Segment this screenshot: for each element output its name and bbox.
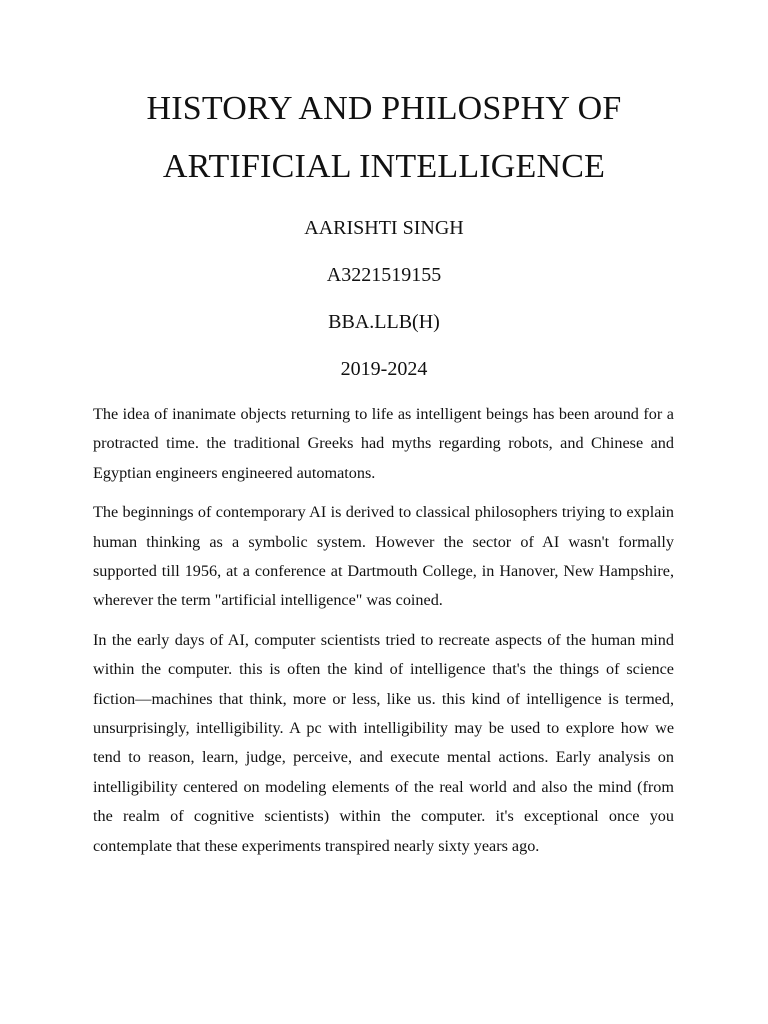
paragraph-3: In the early days of AI, computer scientists tried to recreate aspects of the human mind within the computer. this is often the kind of intelligence that's the things of science fiction—machines that think, more or less, like us. this kind of intelligence is termed, unsurprisingly, intelligibility. A pc with intelligibility may be used to explore how we tend to reason, learn, judge, perceive, and execute mental actions. Early analysis on intelligibility centered on modeling elements of the real world and also the mind (from the realm of cognitive scientists) within the computer. it's exceptional once you contemplate that these experiments transpired nearly sixty years ago. xyxy=(93,630,674,855)
paragraph-1: The idea of inanimate objects returning to life as intelligent beings has been around for a protracted time. the traditional Greeks had myths regarding robots, and Chinese and Egyptian engineers engineered automatons. xyxy=(93,405,674,482)
academic-years: 2019-2024 xyxy=(340,358,428,380)
body-text xyxy=(93,400,674,871)
title-line-2: ARTIFICIAL INTELLIGENCE xyxy=(162,148,606,185)
enrollment-id: A3221519155 xyxy=(326,264,442,286)
paragraph-2: The beginnings of contemporary AI is derived to classical philosophers triying to explain human thinking as a symbolic system. However the sector of AI wasn't formally supported till 1956, at a conference at Dartmouth College, in Hanover, New Hampshire, wherever the term "artificial intelligence" was coined. xyxy=(93,503,674,610)
course-name: BBA.LLB(H) xyxy=(328,311,440,333)
title-line-1: HISTORY AND PHILOSPHY OF xyxy=(146,90,622,127)
author-name: AARISHTI SINGH xyxy=(304,217,464,239)
document-title xyxy=(0,80,768,196)
